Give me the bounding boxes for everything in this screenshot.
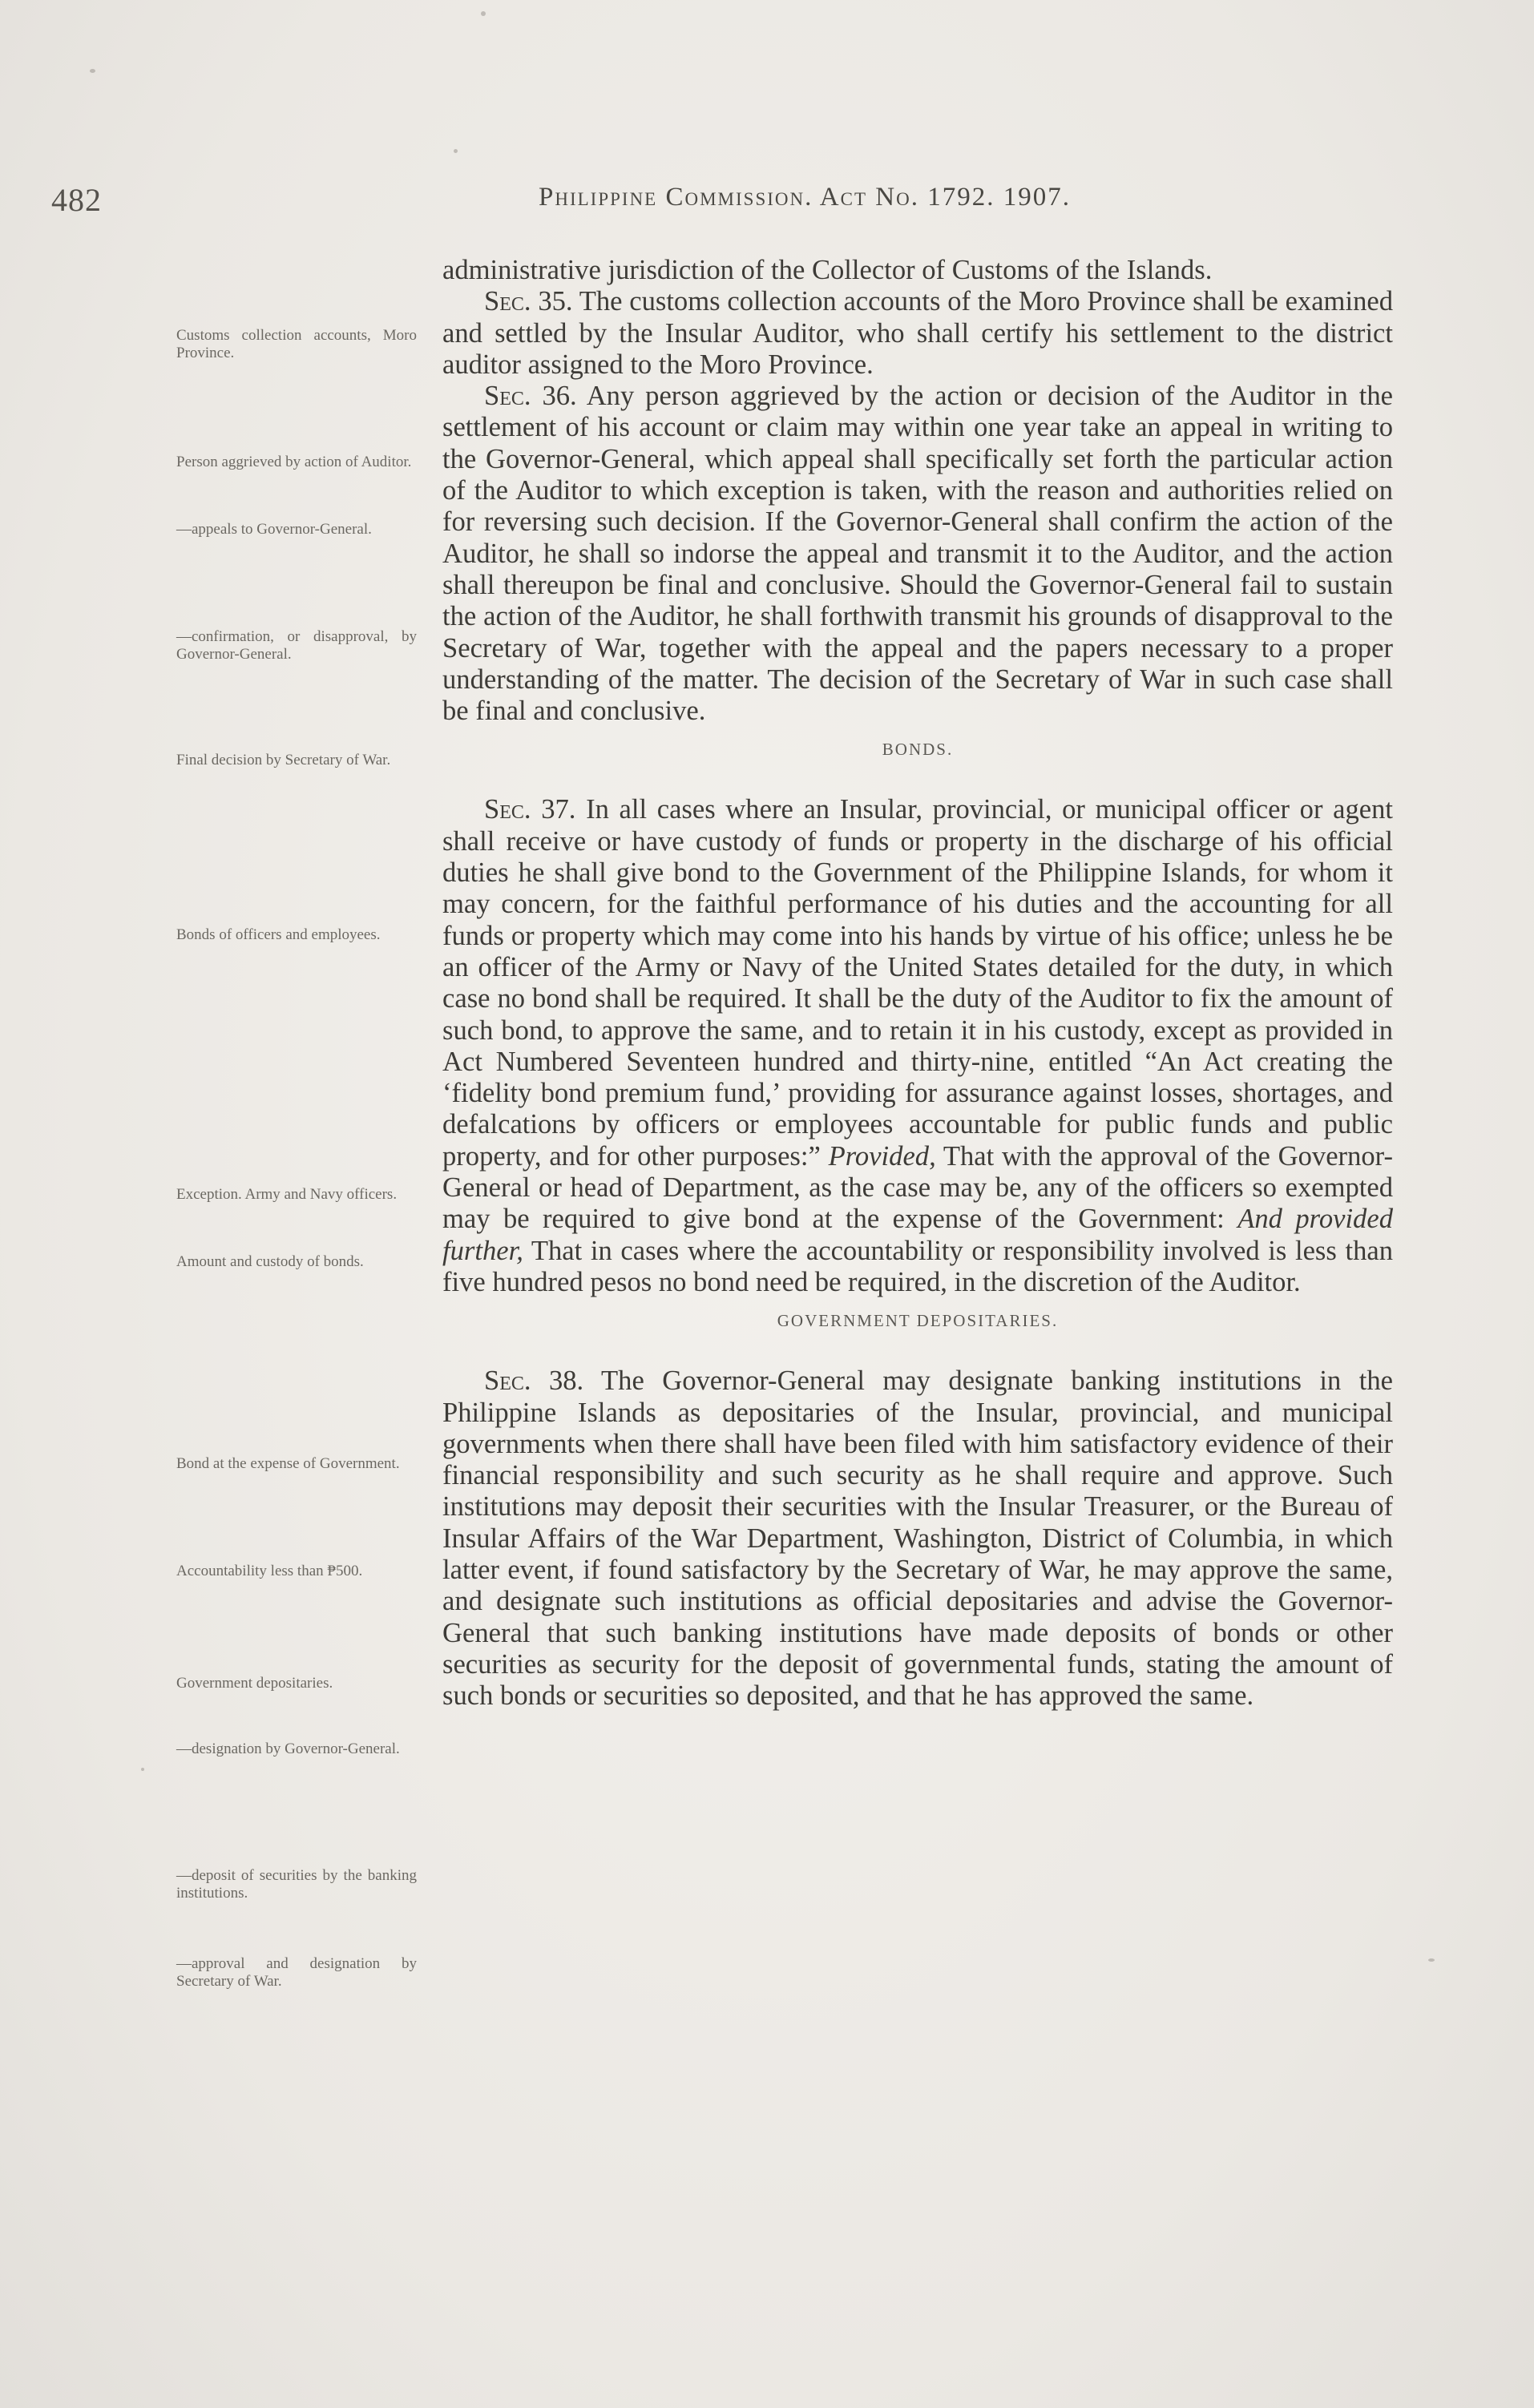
margin-note: —approval and designation by Secretary of War. — [176, 1955, 417, 1990]
margin-note: Bond at the expense of Government. — [176, 1455, 400, 1472]
running-head — [539, 183, 1324, 212]
scan-speck — [454, 149, 458, 153]
scan-speck — [1428, 1958, 1435, 1962]
scan-speck — [90, 69, 95, 73]
section-text: In all cases where an Insular, provincial, or municipal officer or agent shall receive or have custody of funds or property in the discharge of his official duties he shall give bond to the Government of the Philippine Islands, for whom it may concern, for the faithful performance of his duties and the accounting for all funds or property which may come into his hands by virtue of his office; unless he be an officer of the Army or Navy of the United States detailed for the duty, in which case no bond shall be required. It shall be the duty of the Auditor to fix the amount of such bond, to approve the same, and to retain it in his custody, except as provided in Act Numbered Seventeen hundred and thirty-nine, entitled “An Act creating the ‘fidelity bond premium fund,’ providing for assurance against losses, shortages, and defalcations by officers or employees accountable for public funds and public property, and for other purposes:” — [442, 794, 1393, 1172]
section-37 — [442, 794, 1393, 1298]
margin-note: Customs collection accounts, Moro Province. — [176, 327, 417, 361]
scan-speck — [141, 1768, 144, 1771]
margin-note: —designation by Governor-General. — [176, 1740, 400, 1757]
section-text: The Governor-General may designate banking institutions in the Philippine Islands as depositaries of the Insular, provincial, and municipal governments when there shall have been filed with him satisfactory evidence of their financial responsibility and such security as he shall require and approve. Such institutions may deposit their securities with the Insular Treasurer, or the Bureau of Insular Affairs of the War Department, Washington, District of Columbia, in which latter event, if found satisfactory by the Secretary of War, he may approve the same, and designate such institutions as official depositaries and advise the Governor-General that such banking institutions have made deposits of bonds or other securities as security for the deposit of governmental funds, stating the amount of such bonds or securities so deposited, and that he has approved the same. — [442, 1365, 1393, 1712]
margin-note: Government depositaries. — [176, 1675, 333, 1692]
margin-note: Person aggrieved by action of Auditor. — [176, 454, 412, 470]
section-38 — [442, 1365, 1393, 1712]
section-label: Sec. 38. — [484, 1365, 584, 1397]
running-head-text: Philippine Commission. Act No. 1792. 1907. — [539, 183, 1071, 212]
margin-note: —appeals to Governor-General. — [176, 521, 372, 538]
section-label: Sec. 37. — [484, 794, 576, 825]
section-text: That with the approval of the Governor-General or head of Department, as the case may be, any of the officers so exempted may be required to give bond at the expense of the Government: — [442, 1140, 1393, 1235]
margin-note: Accountability less than ₱500. — [176, 1563, 363, 1579]
proviso: And provided further, — [442, 1204, 1393, 1266]
margin-note: Exception. Army and Navy officers. — [176, 1186, 398, 1203]
continuation-paragraph: administrative jurisdiction of the Collector of Customs of the Islands. — [442, 255, 1213, 285]
section-label: Sec. 35. — [484, 286, 573, 317]
margin-note: —deposit of securities by the banking institutions. — [176, 1867, 417, 1902]
margin-note: Bonds of officers and employees. — [176, 926, 381, 943]
scan-speck — [481, 11, 486, 16]
heading-bonds: BONDS. — [882, 740, 954, 760]
heading-government-depositaries: GOVERNMENT DEPOSITARIES. — [777, 1311, 1059, 1331]
margin-note: Amount and custody of bonds. — [176, 1253, 364, 1270]
body-text — [442, 255, 1393, 1712]
section-text: That in cases where the accountability or responsibility involved is less than five hundred pesos no bond need be required, in the discretion of the Auditor. — [442, 1235, 1393, 1297]
page-number: 482 — [51, 182, 102, 218]
section-36 — [442, 381, 1393, 727]
margin-note: —confirmation, or disapproval, by Governor-General. — [176, 628, 417, 663]
section-label: Sec. 36. — [484, 381, 577, 412]
proviso: Provided, — [828, 1140, 936, 1172]
section-text: Any person aggrieved by the action or decision of the Auditor in the settlement of his account or claim may within one year take an appeal in writing to the Governor-General, which appeal shall specifically set forth the particular action of the Auditor to which exception is taken, with the reason and authorities relied on for reversing such decision. If the Governor-General shall confirm the action of the Auditor, he shall so indorse the appeal and transmit it to the Auditor, and the action shall thereupon be final and conclusive. Should the Governor-General fail to sustain the action of the Auditor, he shall forthwith transmit his grounds of disapproval to the Secretary of War, together with the appeal and the papers necessary to a proper understanding of the matter. The decision of the Secretary of War in such case shall be final and conclusive. — [442, 381, 1393, 727]
margin-note: Final decision by Secretary of War. — [176, 752, 391, 768]
section-text: The customs collection accounts of the Moro Province shall be examined and settled by the Insular Auditor, who shall certify his settlement to the district auditor assigned to the Moro Province. — [442, 286, 1393, 380]
section-35 — [442, 286, 1393, 381]
